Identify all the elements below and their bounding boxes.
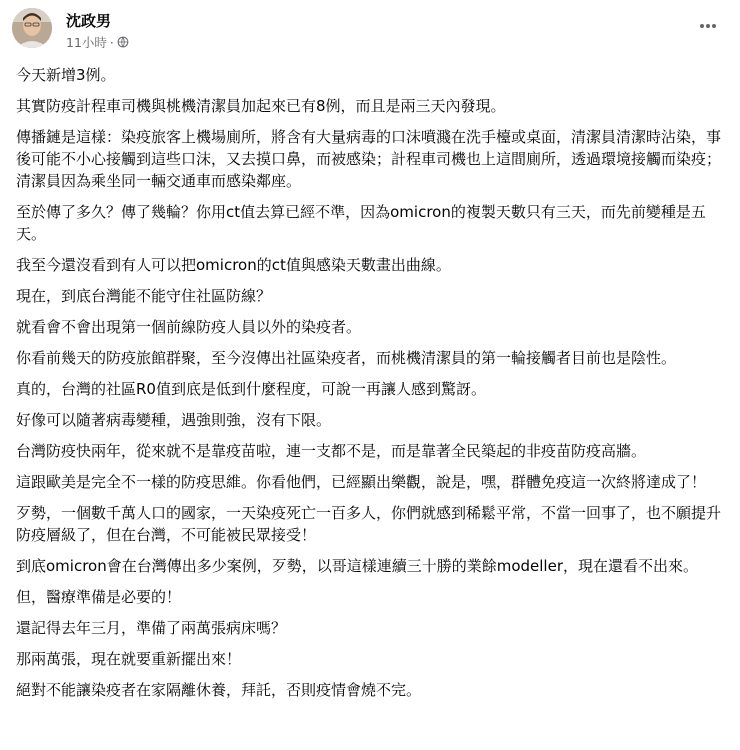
post-paragraph: 這跟歐美是完全不一樣的防疫思維。你看他們，已經顯出樂觀，說是，嘿，群體免疫這一次終將達成了！: [16, 473, 707, 491]
post-paragraph: 真的，台灣的社區R0值到底是低到什麼程度，可說一再讓人感到驚訝。: [16, 380, 486, 398]
post-paragraph: 現在，到底台灣能不能守住社區防線？: [16, 287, 272, 305]
more-icon: [698, 16, 718, 36]
post-time[interactable]: 11小時: [66, 35, 107, 50]
more-options-button[interactable]: [692, 10, 724, 42]
post-paragraph: 其實防疫計程車司機與桃機清潔員加起來已有8例，而且是兩三天內發現。: [16, 97, 506, 115]
post-paragraph: 那兩萬張，現在就要重新擺出來！: [16, 650, 242, 668]
post-paragraph: 但，醫療準備是必要的！: [16, 588, 182, 606]
post-meta: [66, 33, 129, 51]
post-paragraph: 今天新增3例。: [16, 66, 116, 84]
post-paragraph: 傳播鏈是這樣：染疫旅客上機場廁所，將含有大量病毒的口沫噴濺在洗手檯或桌面，清潔員清潔時沾染，事後可能不小心接觸到這些口沫，又去摸口鼻，而被感染；計程車司機也上這間廁所，透過環境接觸而染疫；清潔員因為乘坐同一輛交通車而感染鄰座。: [16, 128, 722, 190]
post-body: [16, 64, 726, 701]
post-paragraph: 就看會不會出現第一個前線防疫人員以外的染疫者。: [16, 318, 362, 336]
post-paragraph: 還記得去年三月，準備了兩萬張病床嗎？: [16, 619, 287, 637]
post-paragraph: 至於傳了多久？傳了幾輪？你用ct值去算已經不準，因為omicron的複製天數只有三天，而先前變種是五天。: [16, 203, 706, 243]
post-paragraph: 我至今還沒看到有人可以把omicron的ct值與感染天數畫出曲線。: [16, 256, 451, 274]
post-paragraph: 台灣防疫快兩年，從來就不是靠疫苗啦，連一支都不是，而是靠著全民築起的非疫苗防疫高牆。: [16, 442, 647, 460]
author-name[interactable]: 沈政男: [66, 12, 112, 30]
globe-icon: [117, 36, 129, 48]
meta-separator: ·: [109, 34, 114, 50]
post-paragraph: 你看前幾天的防疫旅館群聚，至今沒傳出社區染疫者，而桃機清潔員的第一輪接觸者目前也是陰性。: [16, 349, 677, 367]
post-paragraph: 到底omicron會在台灣傳出多少案例，歹勢，以哥這樣連續三十勝的業餘modeller，現在還看不出來。: [16, 557, 698, 575]
avatar[interactable]: [12, 8, 52, 48]
post-paragraph: 好像可以隨著病毒變種，遇強則強，沒有下限。: [16, 411, 332, 429]
post-paragraph: 絕對不能讓染疫者在家隔離休養，拜託，否則疫情會燒不完。: [16, 681, 422, 699]
post-paragraph: 歹勢，一個數千萬人口的國家，一天染疫死亡一百多人，你們就感到稀鬆平常，不當一回事了，也不願提升防疫層級了，但在台灣，不可能被民眾接受！: [16, 504, 722, 544]
avatar-image: [12, 8, 52, 48]
post-header: [12, 4, 728, 52]
